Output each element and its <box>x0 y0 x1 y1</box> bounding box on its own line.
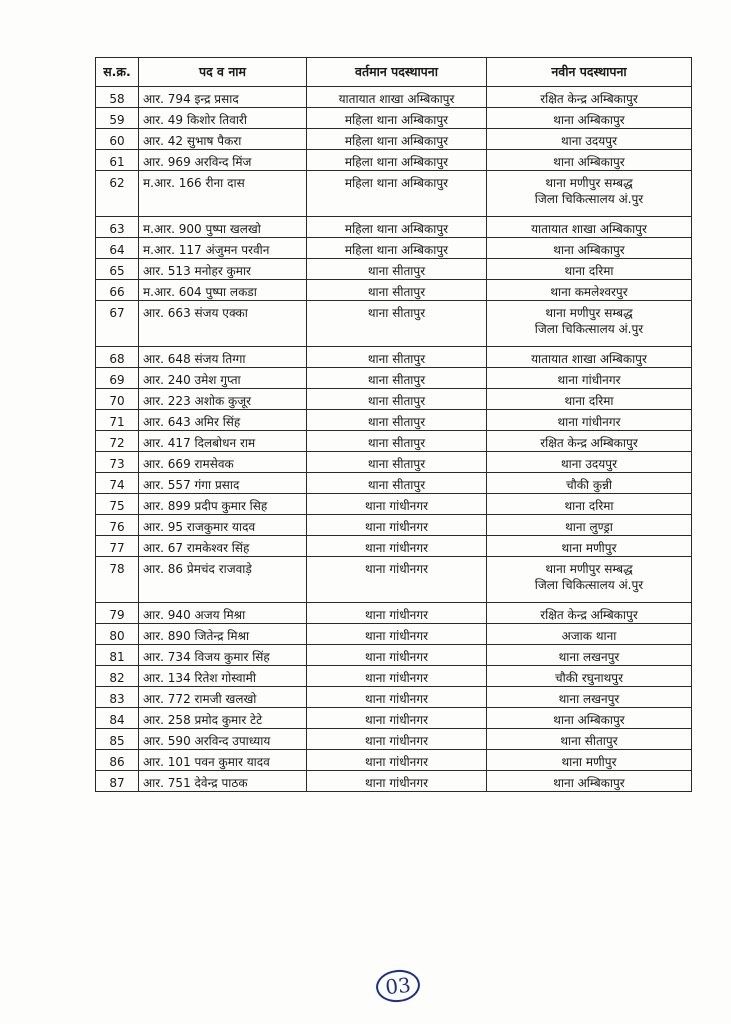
table-row <box>96 708 692 729</box>
new-posting-cell <box>487 347 692 368</box>
serial-cell: 80 <box>96 624 139 645</box>
new-posting-cell <box>487 431 692 452</box>
table-row <box>96 301 692 347</box>
new-posting-line: थाना लखनपुर <box>558 650 620 664</box>
table-row <box>96 410 692 431</box>
current-posting-cell: थाना गांधीनगर <box>307 603 487 624</box>
new-posting-line: रक्षित केन्द्र अम्बिकापुर <box>540 436 638 450</box>
name-cell: आर. 49 किशोर तिवारी <box>139 108 307 129</box>
serial-cell: 77 <box>96 536 139 557</box>
serial-cell: 69 <box>96 368 139 389</box>
new-posting-cell <box>487 217 692 238</box>
current-posting-cell: थाना सीतापुर <box>307 301 487 347</box>
name-cell: आर. 223 अशोक कुजूर <box>139 389 307 410</box>
page-number-stamp: 03 <box>374 968 421 1004</box>
serial-cell: 59 <box>96 108 139 129</box>
name-cell: म.आर. 604 पुष्पा लकडा <box>139 280 307 301</box>
new-posting-line: थाना मणीपुर सम्बद्ध <box>545 562 633 576</box>
table-row <box>96 494 692 515</box>
new-posting-line: अजाक थाना <box>561 629 617 643</box>
table-row <box>96 87 692 108</box>
name-cell: आर. 969 अरविन्द मिंज <box>139 150 307 171</box>
new-posting-line: थाना अम्बिकापुर <box>553 155 625 169</box>
table-row <box>96 687 692 708</box>
current-posting-cell: थाना गांधीनगर <box>307 771 487 792</box>
current-posting-cell: महिला थाना अम्बिकापुर <box>307 171 487 217</box>
current-posting-cell: थाना गांधीनगर <box>307 557 487 603</box>
name-cell: आर. 890 जितेन्द्र मिश्रा <box>139 624 307 645</box>
new-posting-line: थाना मणीपुर <box>561 755 617 769</box>
serial-cell: 71 <box>96 410 139 431</box>
name-cell: आर. 67 रामकेश्वर सिंह <box>139 536 307 557</box>
header-row <box>96 58 692 87</box>
serial-cell: 75 <box>96 494 139 515</box>
table-row <box>96 259 692 280</box>
table-row <box>96 624 692 645</box>
name-cell: आर. 663 संजय एक्का <box>139 301 307 347</box>
current-posting-cell: थाना गांधीनगर <box>307 515 487 536</box>
new-posting-cell <box>487 301 692 347</box>
name-cell: म.आर. 900 पुष्पा खलखो <box>139 217 307 238</box>
current-posting-cell: थाना सीतापुर <box>307 452 487 473</box>
new-posting-line: थाना उदयपुर <box>561 457 617 471</box>
new-posting-line: यातायात शाखा अम्बिकापुर <box>531 352 647 366</box>
name-cell: आर. 240 उमेश गुप्ता <box>139 368 307 389</box>
serial-cell: 63 <box>96 217 139 238</box>
current-posting-cell: यातायात शाखा अम्बिकापुर <box>307 87 487 108</box>
table-row <box>96 347 692 368</box>
serial-cell: 82 <box>96 666 139 687</box>
table-row <box>96 645 692 666</box>
table-row <box>96 431 692 452</box>
serial-cell: 68 <box>96 347 139 368</box>
new-posting-cell <box>487 494 692 515</box>
serial-cell: 84 <box>96 708 139 729</box>
table-row <box>96 368 692 389</box>
table-row <box>96 280 692 301</box>
table-row <box>96 729 692 750</box>
new-posting-cell <box>487 108 692 129</box>
name-cell: आर. 557 गंगा प्रसाद <box>139 473 307 494</box>
new-posting-line: थाना लुण्ड्रा <box>565 520 613 534</box>
new-posting-cell <box>487 645 692 666</box>
new-posting-line: थाना दरिमा <box>564 394 614 408</box>
current-posting-cell: थाना गांधीनगर <box>307 645 487 666</box>
current-posting-cell: महिला थाना अम्बिकापुर <box>307 108 487 129</box>
new-posting-line: रक्षित केन्द्र अम्बिकापुर <box>540 608 638 622</box>
serial-cell: 81 <box>96 645 139 666</box>
table-row <box>96 666 692 687</box>
current-posting-cell: थाना गांधीनगर <box>307 750 487 771</box>
serial-cell: 86 <box>96 750 139 771</box>
new-posting-line: जिला चिकित्सालय अं.पुर <box>534 578 644 592</box>
table-row <box>96 750 692 771</box>
new-posting-line: थाना मणीपुर सम्बद्ध <box>545 176 633 190</box>
serial-cell: 87 <box>96 771 139 792</box>
current-posting-cell: महिला थाना अम्बिकापुर <box>307 129 487 150</box>
new-posting-line: चौकी रघुनाथपुर <box>554 671 624 685</box>
new-posting-line: थाना सीतापुर <box>560 734 618 748</box>
name-cell: आर. 86 प्रेमचंद राजवाड़े <box>139 557 307 603</box>
new-posting-line: थाना गांधीनगर <box>557 373 621 387</box>
header-new-posting: नवीन पदस्थापना <box>487 58 692 87</box>
new-posting-cell <box>487 729 692 750</box>
current-posting-cell: थाना गांधीनगर <box>307 729 487 750</box>
current-posting-cell: महिला थाना अम्बिकापुर <box>307 150 487 171</box>
new-posting-cell <box>487 557 692 603</box>
new-posting-line: थाना मणीपुर <box>561 541 617 555</box>
new-posting-cell <box>487 259 692 280</box>
table-row <box>96 452 692 473</box>
table-row <box>96 171 692 217</box>
serial-cell: 60 <box>96 129 139 150</box>
table-row <box>96 515 692 536</box>
new-posting-cell <box>487 452 692 473</box>
new-posting-cell <box>487 666 692 687</box>
name-cell: आर. 794 इन्द्र प्रसाद <box>139 87 307 108</box>
new-posting-cell <box>487 603 692 624</box>
name-cell: आर. 751 देवेन्द्र पाठक <box>139 771 307 792</box>
name-cell: आर. 513 मनोहर कुमार <box>139 259 307 280</box>
new-posting-cell <box>487 129 692 150</box>
current-posting-cell: थाना सीतापुर <box>307 410 487 431</box>
serial-cell: 66 <box>96 280 139 301</box>
new-posting-line: थाना अम्बिकापुर <box>553 776 625 790</box>
serial-cell: 73 <box>96 452 139 473</box>
new-posting-cell <box>487 150 692 171</box>
new-posting-cell <box>487 410 692 431</box>
name-cell: आर. 648 संजय तिग्गा <box>139 347 307 368</box>
header-current-posting: वर्तमान पदस्थापना <box>307 58 487 87</box>
table-row <box>96 557 692 603</box>
new-posting-cell <box>487 750 692 771</box>
new-posting-line: थाना मणीपुर सम्बद्ध <box>545 306 633 320</box>
name-cell: आर. 42 सुभाष पैकरा <box>139 129 307 150</box>
header-name: पद व नाम <box>139 58 307 87</box>
new-posting-line: थाना अम्बिकापुर <box>553 713 625 727</box>
new-posting-line: थाना दरिमा <box>564 264 614 278</box>
serial-cell: 58 <box>96 87 139 108</box>
serial-cell: 74 <box>96 473 139 494</box>
new-posting-cell <box>487 238 692 259</box>
new-posting-line: थाना दरिमा <box>564 499 614 513</box>
table-row <box>96 473 692 494</box>
new-posting-line: जिला चिकित्सालय अं.पुर <box>534 322 644 336</box>
name-cell: आर. 101 पवन कुमार यादव <box>139 750 307 771</box>
name-cell: आर. 940 अजय मिश्रा <box>139 603 307 624</box>
serial-cell: 62 <box>96 171 139 217</box>
transfer-list-table <box>95 57 692 792</box>
new-posting-cell <box>487 473 692 494</box>
name-cell: आर. 643 अमिर सिंह <box>139 410 307 431</box>
serial-cell: 67 <box>96 301 139 347</box>
serial-cell: 83 <box>96 687 139 708</box>
new-posting-line: थाना लखनपुर <box>558 692 620 706</box>
current-posting-cell: थाना सीतापुर <box>307 347 487 368</box>
serial-cell: 64 <box>96 238 139 259</box>
table-row <box>96 603 692 624</box>
serial-cell: 70 <box>96 389 139 410</box>
name-cell: आर. 590 अरविन्द उपाध्याय <box>139 729 307 750</box>
new-posting-line: थाना अम्बिकापुर <box>553 243 625 257</box>
new-posting-cell <box>487 389 692 410</box>
new-posting-cell <box>487 687 692 708</box>
new-posting-line: थाना कमलेश्वरपुर <box>550 285 628 299</box>
name-cell: आर. 95 राजकुमार यादव <box>139 515 307 536</box>
new-posting-cell <box>487 536 692 557</box>
new-posting-cell <box>487 171 692 217</box>
serial-cell: 72 <box>96 431 139 452</box>
name-cell: आर. 899 प्रदीप कुमार सिह <box>139 494 307 515</box>
new-posting-line: चौकी कुन्नी <box>565 478 613 492</box>
new-posting-cell <box>487 280 692 301</box>
current-posting-cell: थाना सीतापुर <box>307 473 487 494</box>
table-row <box>96 238 692 259</box>
name-cell: आर. 258 प्रमोद कुमार टेटे <box>139 708 307 729</box>
table-row <box>96 389 692 410</box>
new-posting-cell <box>487 368 692 389</box>
new-posting-cell <box>487 624 692 645</box>
serial-cell: 79 <box>96 603 139 624</box>
header-serial: स.क्र. <box>96 58 139 87</box>
current-posting-cell: महिला थाना अम्बिकापुर <box>307 238 487 259</box>
name-cell: म.आर. 166 रीना दास <box>139 171 307 217</box>
current-posting-cell: थाना गांधीनगर <box>307 687 487 708</box>
serial-cell: 85 <box>96 729 139 750</box>
new-posting-cell <box>487 515 692 536</box>
current-posting-cell: थाना गांधीनगर <box>307 536 487 557</box>
current-posting-cell: थाना सीतापुर <box>307 431 487 452</box>
new-posting-line: रक्षित केन्द्र अम्बिकापुर <box>540 92 638 106</box>
new-posting-line: थाना अम्बिकापुर <box>553 113 625 127</box>
table-row <box>96 771 692 792</box>
serial-cell: 78 <box>96 557 139 603</box>
name-cell: म.आर. 117 अंजुमन परवीन <box>139 238 307 259</box>
current-posting-cell: महिला थाना अम्बिकापुर <box>307 217 487 238</box>
table-row <box>96 129 692 150</box>
table-row <box>96 536 692 557</box>
table-row <box>96 108 692 129</box>
current-posting-cell: थाना सीतापुर <box>307 259 487 280</box>
table-row <box>96 217 692 238</box>
new-posting-line: यातायात शाखा अम्बिकापुर <box>531 222 647 236</box>
current-posting-cell: थाना सीतापुर <box>307 389 487 410</box>
current-posting-cell: थाना गांधीनगर <box>307 494 487 515</box>
current-posting-cell: थाना गांधीनगर <box>307 666 487 687</box>
new-posting-line: थाना गांधीनगर <box>557 415 621 429</box>
current-posting-cell: थाना सीतापुर <box>307 368 487 389</box>
name-cell: आर. 734 विजय कुमार सिंह <box>139 645 307 666</box>
name-cell: आर. 417 दिलबोधन राम <box>139 431 307 452</box>
serial-cell: 65 <box>96 259 139 280</box>
current-posting-cell: थाना गांधीनगर <box>307 624 487 645</box>
name-cell: आर. 772 रामजी खलखो <box>139 687 307 708</box>
table-row <box>96 150 692 171</box>
serial-cell: 76 <box>96 515 139 536</box>
name-cell: आर. 134 रितेश गोस्वामी <box>139 666 307 687</box>
new-posting-cell <box>487 87 692 108</box>
current-posting-cell: थाना सीतापुर <box>307 280 487 301</box>
current-posting-cell: थाना गांधीनगर <box>307 708 487 729</box>
new-posting-line: थाना उदयपुर <box>561 134 617 148</box>
new-posting-line: जिला चिकित्सालय अं.पुर <box>534 192 644 206</box>
new-posting-cell <box>487 708 692 729</box>
name-cell: आर. 669 रामसेवक <box>139 452 307 473</box>
new-posting-cell <box>487 771 692 792</box>
serial-cell: 61 <box>96 150 139 171</box>
